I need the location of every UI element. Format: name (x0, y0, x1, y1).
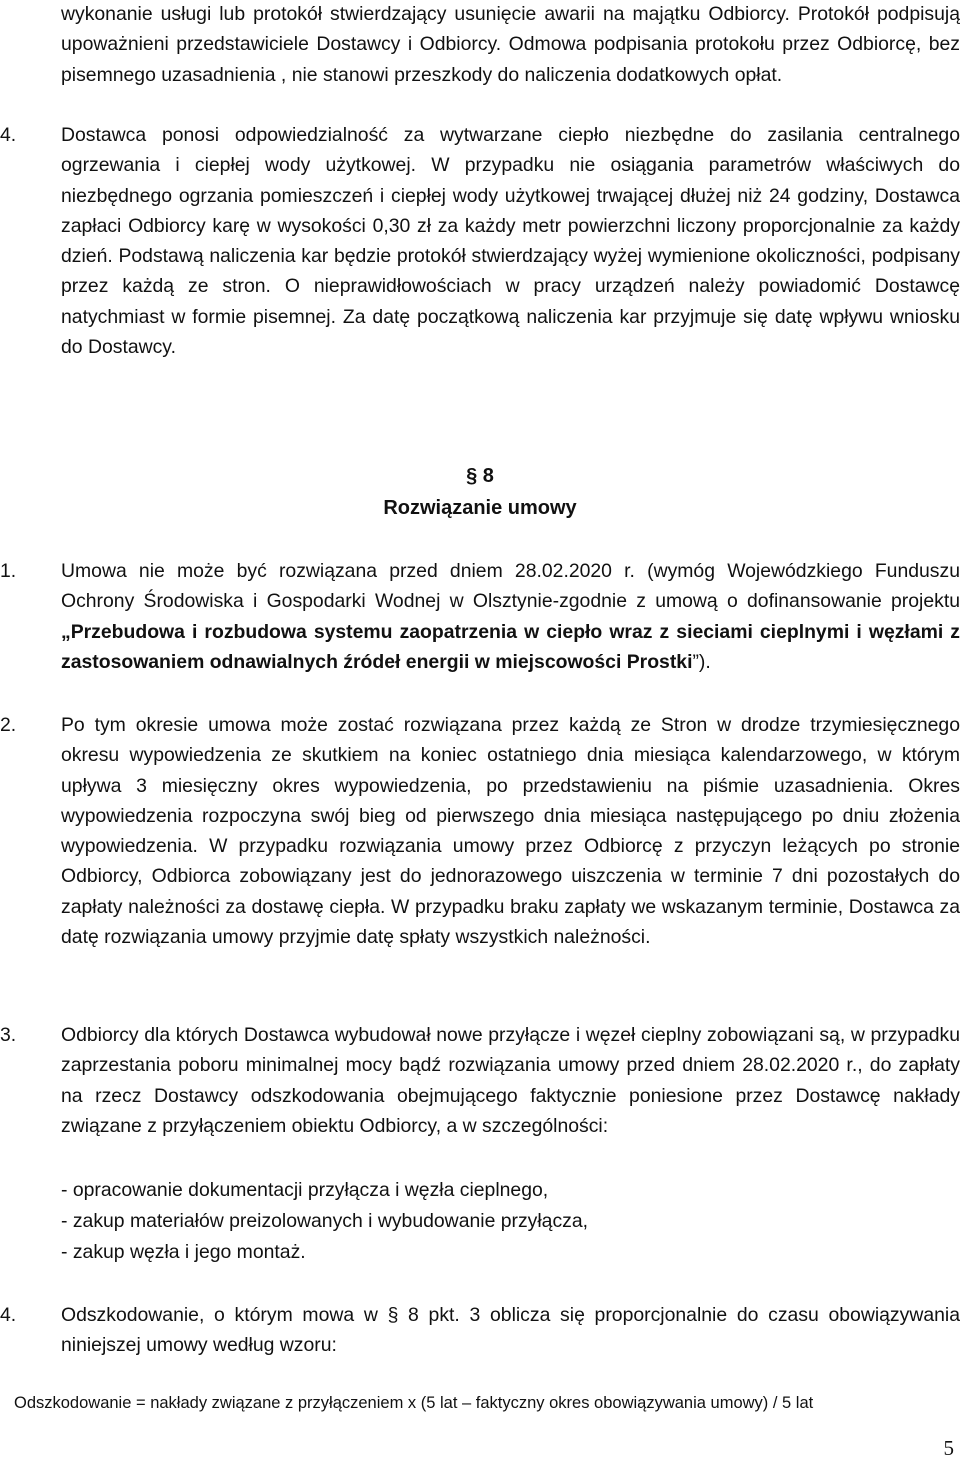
list-item: - opracowanie dokumentacji przyłącza i węzła cieplnego, (61, 1179, 549, 1201)
item-3-text: Odbiorcy dla których Dostawca wybudował nowe przyłącze i węzeł cieplny zobowiązani są, w przypadku zaprzestania poboru minimalnej mocy bądź rozwiązania umowy przed dniem 28.02.2020 r., do zapłaty na rzecz Dostawcy odszkodowania obejmującego faktycznie poniesione przez Dostawcę nakłady związane z przyłączeniem obiektu Odbiorcy, a w szczególności: (61, 1024, 960, 1137)
page-number: 5 (943, 1436, 954, 1460)
item-4b-number: 4. (0, 1304, 17, 1326)
compensation-formula: Odszkodowanie = nakłady związane z przyłączeniem x (5 lat – faktyczny okres obowiązywania umowy) / 5 lat (14, 1394, 814, 1412)
item-2-number: 2. (0, 714, 17, 736)
section-title: Rozwiązanie umowy (383, 497, 577, 519)
item-4-text: Dostawca ponosi odpowiedzialność za wytwarzane ciepło niezbędne do zasilania centralnego ogrzewania i ciepłej wody użytkowej. W przypadku nie osiągania parametrów właściwych do niezbędnego ogrzania pomieszczeń i ciepłej wody użytkowej trwającej dłużej niż 24 godziny, Dostawca zapłaci Odbiorcy karę w wysokości 0,30 zł za każdy metr powierzchni liczony proporcjonalnie za każdy dzień. Podstawą naliczenia kar będzie protokół stwierdzający wyżej wymienione okoliczności, podpisany przez każdą ze stron. O nieprawidłowościach w pracy urządzeń należy powiadomić Dostawcę natychmiast w formie pisemnej. Za datę początkową naliczenia kar przyjmuje się datę wpływu wniosku do Dostawcy. (61, 124, 960, 359)
section-symbol: § 8 (466, 465, 494, 487)
intro-paragraph: wykonanie usługi lub protokół stwierdzający usunięcie awarii na majątku Odbiorcy. Protokół podpisują upoważnieni przedstawiciele Dostawcy i Odbiorcy. Odmowa podpisania protokołu przez Odbiorcę, bez pisemnego uzasadnienia , nie stanowi przeszkody do naliczenia dodatkowych opłat. (61, 3, 960, 86)
list-item: - zakup węzła i jego montaż. (61, 1241, 306, 1263)
item-3-number: 3. (0, 1024, 17, 1046)
item-1-text-start: Umowa nie może być rozwiązana przed dniem 28.02.2020 r. (wymóg Wojewódzkiego Funduszu Ochrony Środowiska i Gospodarki Wodnej w Olsztynie-zgodnie z umową o dofinansowanie projektu (61, 560, 960, 613)
item-1-text-end: ”). (692, 650, 711, 673)
item-2-text: Po tym okresie umowa może zostać rozwiązana przez każdą ze Stron w drodze trzymiesięcznego okresu wypowiedzenia ze skutkiem na koniec ostatniego dnia miesiąca kalendarzowego, w którym upływa 3 miesięczny okres wypowiedzenia, po przedstawieniu na piśmie uzasadnienia. Okres wypowiedzenia rozpoczyna swój bieg od pierwszego dnia miesiąca następującego po dniu złożenia wypowiedzenia. W przypadku rozwiązania umowy przez Odbiorcę z przyczyn leżących po stronie Odbiorcy, Odbiorca zobowiązany jest do jednorazowego uiszczenia w terminie 7 dni pozostałych do zapłaty należności za dostawę ciepła. W przypadku braku zapłaty we wskazanym terminie, Dostawca za datę rozwiązania umowy przyjmie datę spłaty wszystkich należności. (61, 714, 960, 949)
list-item: - zakup materiałów preizolowanych i wybudowanie przyłącza, (61, 1210, 589, 1232)
item-4-number: 4. (0, 124, 17, 146)
item-1-number: 1. (0, 560, 17, 582)
item-1-text (61, 556, 960, 677)
project-title: „Przebudowa i rozbudowa systemu zaopatrzenia w ciepło wraz z sieciami cieplnymi i węzłami z zastosowaniem odnawialnych źródeł energii w miejscowości Prostki (61, 620, 960, 673)
item-4b-text: Odszkodowanie, o którym mowa w § 8 pkt. 3 oblicza się proporcjonalnie do czasu obowiązywania niniejszej umowy według wzoru: (61, 1304, 960, 1357)
